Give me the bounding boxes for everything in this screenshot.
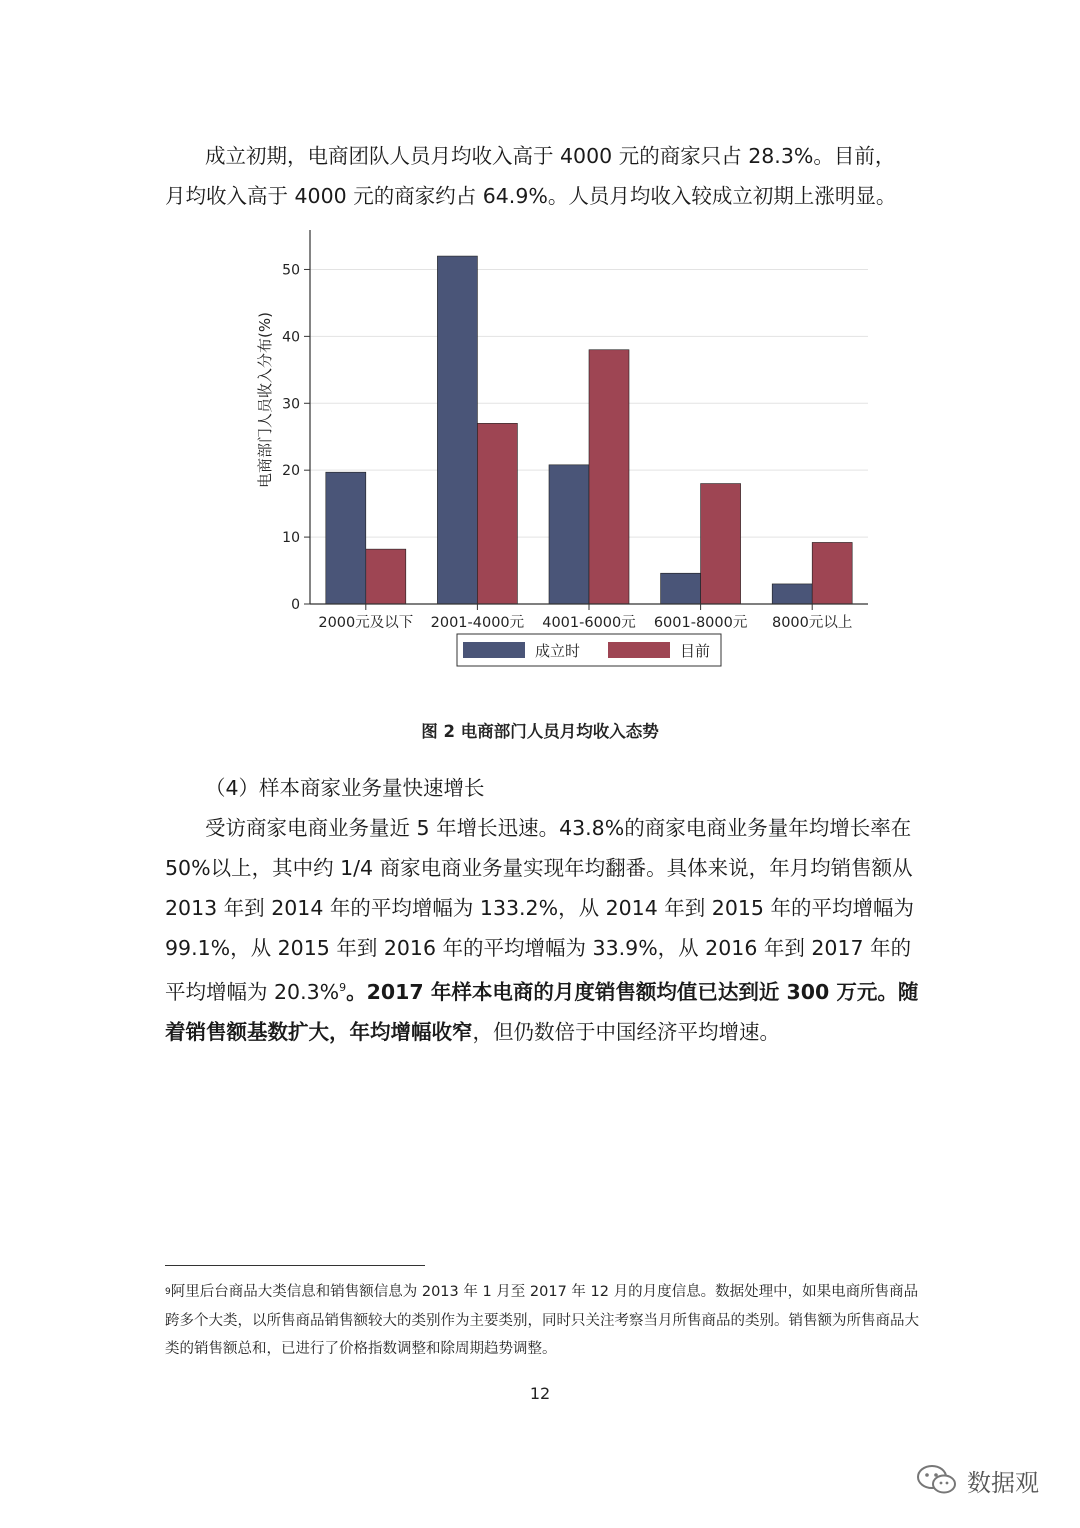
legend-label: 目前 (680, 642, 711, 660)
bar (437, 256, 477, 604)
bars (326, 256, 852, 604)
income-bar-chart (250, 228, 890, 678)
y-tick-label: 40 (282, 329, 300, 346)
x-tick-label: 4001-6000元 (542, 615, 636, 631)
section-heading: （4）样本商家业务量快速增长 (205, 776, 485, 800)
watermark-text: 数据观 (967, 1468, 1039, 1497)
body-tail-text: ，但仍数倍于中国经济平均增速。 (472, 1019, 780, 1044)
intro-line-2: 月均收入高于 4000 元的商家约占 64.9%。人员月均收入较成立初期上涨明显。 (165, 184, 897, 208)
y-tick-label: 20 (282, 463, 300, 480)
x-tick-label: 8000元以上 (771, 615, 853, 631)
footnote (165, 1278, 925, 1364)
footnote-text: 阿里后台商品大类信息和销售额信息为 2013 年 1 月至 2017 年 12 月的月度信息。数据处理中，如果电商所售商品跨多个大类，以所售商品销售额较大的类别作为主要类别，同时只关注考察当月所售商品的类别。销售额为所售商品大类的销售额总和，已进行了价格指数调整和除周期趋势调整。 (165, 1284, 919, 1357)
y-axis-label: 电商部门人员收入分布(%) (256, 312, 274, 488)
bar (366, 549, 406, 604)
watermark (915, 1458, 1039, 1502)
y-tick-label: 30 (282, 396, 300, 413)
legend-swatch (608, 642, 670, 658)
figure-caption: 图 2 电商部门人员月均收入态势 (421, 722, 659, 741)
x-tick-label: 6001-8000元 (653, 615, 748, 631)
intro-paragraph (165, 136, 920, 216)
bar (661, 573, 701, 604)
legend-label: 成立时 (535, 642, 581, 660)
bar (701, 484, 741, 604)
legend-swatch (463, 642, 525, 658)
bar (326, 472, 366, 604)
intro-line-1: 成立初期，电商团队人员月均收入高于 4000 元的商家只占 28.3%。目前， (205, 144, 896, 168)
page-number: 12 (529, 1384, 551, 1403)
bar (477, 423, 517, 604)
bar (549, 465, 589, 604)
y-tick-label: 0 (291, 597, 300, 613)
body-text: 受访商家电商业务量近 5 年增长迅速。43.8%的商家电商业务量年均增长率在 50%以上，其中约 1/4 商家电商业务量实现年均翻番。具体来说，年月均销售额从 2013 年到 2014 年的平均增幅为 133.2%，从 2014 年到 2015 年的平均增幅为 99.1%，从 2015 年到 2016 年的平均增幅为 33.9%，从 2016 年到 2017 年的平均增幅为 20.3% (165, 816, 914, 1004)
footnote-divider (165, 1265, 425, 1266)
bar (812, 542, 852, 604)
footnote-ref: 9 (339, 981, 347, 994)
x-tick-label: 2001-4000元 (430, 615, 525, 631)
x-tick-label: 2000元及以下 (318, 615, 414, 631)
y-tick-label: 50 (282, 262, 300, 279)
footnote-marker: 9 (165, 1287, 171, 1297)
y-tick-label: 10 (282, 530, 300, 547)
bar (772, 584, 812, 604)
body-bold-text: 。2017 年样本电商的月度销售额均值已达到近 300 万元。随着销售额基数扩大，年均增幅收窄 (165, 979, 919, 1044)
legend (457, 634, 721, 666)
bar (589, 350, 629, 604)
wechat-icon (915, 1462, 959, 1498)
body-paragraph (165, 808, 920, 1052)
